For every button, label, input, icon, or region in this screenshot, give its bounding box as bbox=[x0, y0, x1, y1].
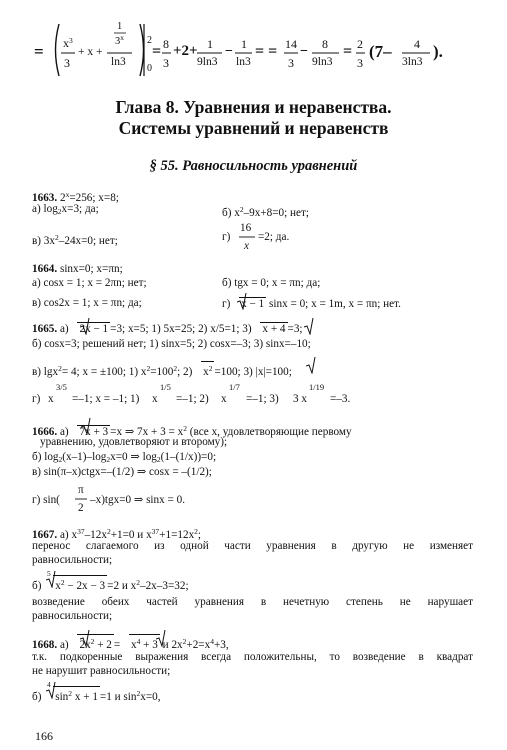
plus-two: +2+ bbox=[173, 43, 198, 59]
problem-1663-b: б) $x^2-9x+8=0$; нет; bbox=[222, 205, 310, 219]
problem-1666-line5-rest: –x)tgx=0 ⇒ sinx = 0. bbox=[90, 494, 186, 506]
fraction-numerator: π bbox=[78, 484, 84, 496]
problem-1663-head: 1663. $2^x=256$; x=8; bbox=[32, 190, 119, 204]
upper-limit: 2 bbox=[147, 35, 152, 46]
radical: $\sin^2 x + 1$ bbox=[53, 686, 100, 704]
problem-1663-a: а) $\log_2x=3$; да; bbox=[32, 203, 99, 216]
fraction-denominator: 2 bbox=[78, 502, 84, 514]
fraction-numerator: 2 bbox=[357, 37, 363, 51]
paren-open: (7– bbox=[369, 42, 392, 61]
problem-1667-line2: перенос слагаемого из одной части уравнения в другую не изменяет bbox=[32, 540, 473, 552]
section-title: § 55. Равносильность уравнений bbox=[149, 158, 358, 174]
sqrt-sign bbox=[80, 317, 90, 335]
fraction-denominator: 9ln3 bbox=[197, 56, 218, 68]
fractional-exponent: 1/19 bbox=[309, 382, 325, 392]
root-sign bbox=[46, 570, 56, 588]
page-number: 166 bbox=[35, 729, 53, 743]
problem-1667-line5: возведение обеих частей уравнения в нечетную степень не нарушает bbox=[32, 596, 473, 608]
sqrt-sign bbox=[81, 417, 91, 435]
power-term: x bbox=[152, 393, 158, 405]
power-term: 3 x bbox=[293, 393, 307, 405]
problem-1664-head: 1664. sinx=0; x=πn; bbox=[32, 263, 123, 275]
power-term-rest: =–1; 3) bbox=[246, 393, 279, 405]
power-term-rest: =–1; 2) bbox=[176, 393, 209, 405]
radical: x − 1 bbox=[241, 298, 265, 310]
problem-1668-line3: не нарушит равносильности; bbox=[32, 665, 171, 677]
problem-1667-line3: равносильности; bbox=[32, 554, 113, 566]
problem-1666-line4: в) sin(π–x)ctgx=–(1/2) ⇒ cosx = –(1/2); bbox=[32, 466, 212, 478]
radical: x + 4 bbox=[262, 323, 286, 335]
problem-1668-line2: т.к. подкоренные выражения всегда положительны, то возведение в квадрат bbox=[32, 651, 473, 663]
fraction-numerator: 1 bbox=[241, 37, 247, 51]
fraction-numerator: 8 bbox=[322, 37, 328, 51]
chapter-title-line2: Системы уравнений и неравенств bbox=[118, 118, 389, 138]
minus-sign: − bbox=[225, 44, 233, 59]
problem-1663-g-rest: =2; да. bbox=[258, 231, 290, 243]
problem-1666-line5: г) sin( bbox=[32, 494, 60, 506]
problem-1668-line1: 1668. а) $2x^2 + 2 = x^4 + 3$ и $2x^2+2=x^4+3$, bbox=[32, 634, 229, 652]
fraction-numerator: 14 bbox=[285, 37, 297, 51]
fraction-denominator-ln3: ln3 bbox=[111, 56, 126, 68]
fraction-denominator: x bbox=[244, 240, 249, 252]
radical: $x^2 - 2x - 3$ bbox=[53, 575, 107, 593]
plus-x: + x + bbox=[78, 46, 103, 58]
problem-1664-b: б) tgx = 0; x = πn; да; bbox=[222, 277, 321, 289]
paren-close: ). bbox=[433, 42, 443, 61]
fraction-numerator: 1 bbox=[207, 37, 213, 51]
fractional-exponent: 1/5 bbox=[160, 382, 171, 392]
equals-sign: = bbox=[152, 43, 162, 60]
problem-1663-v: в) $3x^2-24x=0$; нет; bbox=[32, 233, 118, 247]
problem-1666-line3: б) $\log_2(x-1)-\log_2x=0$ ⇒ $\log_2(1-(1/x))=0$; bbox=[32, 451, 217, 464]
sqrt-sign bbox=[306, 356, 316, 374]
fraction-denominator: 3 bbox=[357, 56, 363, 70]
problem-1664-a: а) cosx = 1; x = 2πn; нет; bbox=[32, 277, 147, 289]
fraction-numerator: $x^3$ bbox=[63, 36, 73, 50]
fraction-denominator: 3ln3 bbox=[402, 56, 423, 68]
fraction-denominator: ln3 bbox=[236, 56, 251, 68]
problem-1664-g: г) x − 1 sinx = 0; x = 1m, x = πn; нет. bbox=[222, 298, 401, 310]
problem-1666-line2: уравнению, удовлетворяют и второму); bbox=[40, 436, 228, 448]
problem-1665-line2: б) cosx=3; решений нет; 1) sinx=5; 2) cosx=–3; 3) sinx=–10; bbox=[32, 338, 311, 350]
power-term: x bbox=[221, 393, 227, 405]
problem-1665-line1: 1665. а) 2x − 1 =3; x=5; 1) 5x=25; 2) x/5=1; 3) x + 4 =3; bbox=[32, 323, 303, 335]
radical: $x^2$ bbox=[201, 361, 214, 379]
problem-1667-line1: 1667. а) $x^{37}-12x^2+1=0$ и $x^{37}+1=12x^2$; bbox=[32, 527, 202, 541]
radical: 2x − 1 bbox=[79, 323, 109, 335]
sqrt-sign bbox=[237, 292, 247, 310]
lower-limit: 0 bbox=[147, 63, 152, 74]
power-term-rest: =–1; x = –1; 1) bbox=[72, 393, 140, 405]
sqrt-sign bbox=[304, 317, 314, 335]
double-equals: = = bbox=[255, 43, 278, 60]
equals-sign: = bbox=[34, 42, 44, 61]
equals-sign: = bbox=[343, 43, 353, 60]
chapter-title-line1: Глава 8. Уравнения и неравенства. bbox=[115, 97, 392, 117]
problem-1663-g: г) bbox=[222, 231, 231, 243]
fraction-bar bbox=[239, 236, 255, 238]
minus-sign: − bbox=[300, 44, 308, 59]
root-index: 4 bbox=[47, 680, 51, 689]
sqrt-sign bbox=[156, 629, 166, 647]
fractional-exponent: 3/5 bbox=[56, 382, 67, 392]
inner-numerator: 1 bbox=[117, 21, 123, 32]
problem-1666-line1: 1666. а) 7x + 3 =x ⇒ $7x + 3 = x^2$ (все x, удовлетворяющие первому bbox=[32, 424, 352, 438]
fraction-denominator: 3 bbox=[163, 56, 169, 70]
inner-denominator: 3$^x$ bbox=[115, 33, 124, 47]
top-formula bbox=[32, 18, 482, 82]
root-sign bbox=[46, 681, 56, 699]
root-index: 5 bbox=[47, 569, 51, 578]
problem-1665-g-label: г) bbox=[32, 393, 41, 405]
problem-1664-v: в) cos2x = 1; x = πn; да; bbox=[32, 297, 142, 309]
fractional-exponent: 1/7 bbox=[229, 382, 240, 392]
problem-1668-line4: б) $\sin^2 x + 1 =1$ и $\sin^2x=0$, bbox=[32, 686, 161, 704]
power-term-rest: =–3. bbox=[330, 393, 351, 405]
fraction-denominator: 9ln3 bbox=[312, 56, 333, 68]
sqrt-sign bbox=[80, 629, 90, 647]
radical: $2x^2 + 2$ bbox=[77, 634, 113, 652]
fraction-numerator: 8 bbox=[163, 37, 169, 51]
fraction-numerator: 4 bbox=[414, 37, 420, 51]
radical: $x^4 + 3$ bbox=[129, 634, 160, 652]
fraction-denominator: 3 bbox=[64, 56, 70, 70]
fraction-bar bbox=[75, 498, 87, 500]
fraction-denominator: 3 bbox=[288, 56, 294, 70]
problem-1665-line3: в) lgx$^2$= 4; x = ±100; 1) $x^2=100^2$; 2) $x^2 =100$; 3) |x|=100; bbox=[32, 361, 292, 379]
power-term: x bbox=[48, 393, 54, 405]
fraction-numerator: 16 bbox=[240, 222, 252, 234]
problem-1667-line6: равносильности; bbox=[32, 610, 113, 622]
problem-1667-line4: б) $x^2 - 2x - 3 =2$ и $x^2-2x-3=32$; bbox=[32, 575, 189, 593]
radical: 7x + 3 bbox=[79, 426, 109, 438]
